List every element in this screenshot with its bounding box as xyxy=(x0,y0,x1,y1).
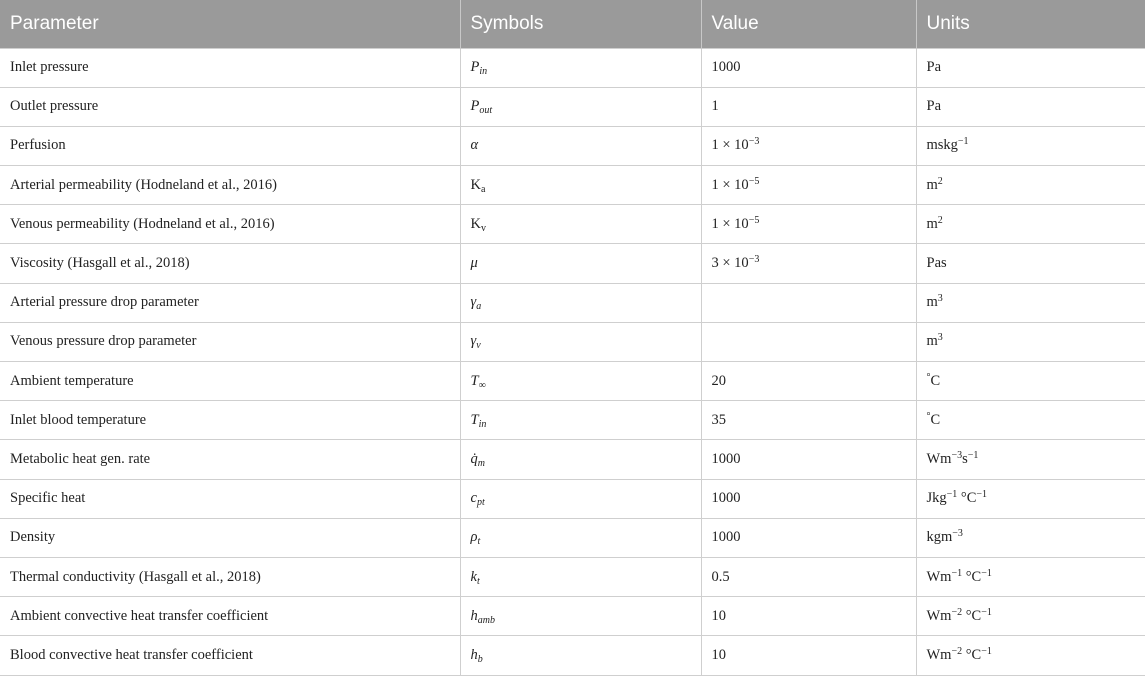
parameter-cell: Perfusion xyxy=(0,126,460,165)
parameter-cell: Arterial pressure drop parameter xyxy=(0,283,460,322)
symbol-cell: $h_{amb}$ xyxy=(460,597,701,636)
unit-cell: $Wm^{-2}$ $^\circ C^{-1}$ xyxy=(916,597,1145,636)
unit-cell: kgm$^{-3}$ xyxy=(916,518,1145,557)
value-cell: 1 xyxy=(701,87,916,126)
header-parameter: Parameter xyxy=(0,0,460,48)
header-units: Units xyxy=(916,0,1145,48)
value-cell: 1000 xyxy=(701,48,916,87)
symbol-cell: $\gamma_a$ xyxy=(460,283,701,322)
table-row xyxy=(0,362,1145,401)
unit-cell: mskg$^{-1}$ xyxy=(916,126,1145,165)
parameter-cell: Venous pressure drop parameter xyxy=(0,322,460,361)
value-cell: 10 xyxy=(701,636,916,675)
symbol-cell: $P_{out}$ xyxy=(460,87,701,126)
value-cell: $3 \times 10^{-3}$ xyxy=(701,244,916,283)
table-row xyxy=(0,48,1145,87)
value-cell: 35 xyxy=(701,401,916,440)
parameter-cell: Metabolic heat gen. rate xyxy=(0,440,460,479)
parameter-cell: Inlet blood temperature xyxy=(0,401,460,440)
symbol-cell: $K_v$ xyxy=(460,205,701,244)
unit-cell: Pas xyxy=(916,244,1145,283)
parameter-cell: Ambient temperature xyxy=(0,362,460,401)
unit-cell: $Wm^{-1}$ $^\circ C^{-1}$ xyxy=(916,557,1145,596)
unit-cell: $m^3$ xyxy=(916,322,1145,361)
symbol-cell: $P_{in}$ xyxy=(460,48,701,87)
value-cell: $1 \times 10^{-5}$ xyxy=(701,166,916,205)
unit-cell: °C xyxy=(916,401,1145,440)
header-value: Value xyxy=(701,0,916,48)
symbol-cell: $h_b$ xyxy=(460,636,701,675)
parameter-cell: Viscosity (Hasgall et al., 2018) xyxy=(0,244,460,283)
unit-cell: $m^2$ xyxy=(916,166,1145,205)
symbol-cell: $k_t$ xyxy=(460,557,701,596)
table-row xyxy=(0,244,1145,283)
value-cell: 1000 xyxy=(701,479,916,518)
parameter-cell: Thermal conductivity (Hasgall et al., 2018) xyxy=(0,557,460,596)
table-row xyxy=(0,205,1145,244)
table-row xyxy=(0,126,1145,165)
table-row xyxy=(0,557,1145,596)
value-cell: 1000 xyxy=(701,440,916,479)
symbol-cell: $c_{pt}$ xyxy=(460,479,701,518)
unit-cell: Pa xyxy=(916,48,1145,87)
table-header-row xyxy=(0,0,1145,48)
symbol-cell: $\rho_t$ xyxy=(460,518,701,557)
value-cell: 20 xyxy=(701,362,916,401)
symbol-cell: α xyxy=(460,126,701,165)
table-row xyxy=(0,518,1145,557)
unit-cell: $Wm^{-3}s^{-1}$ xyxy=(916,440,1145,479)
value-cell xyxy=(701,322,916,361)
parameter-cell: Inlet pressure xyxy=(0,48,460,87)
table-row xyxy=(0,87,1145,126)
unit-cell: $m^2$ xyxy=(916,205,1145,244)
symbol-cell: $\gamma_v$ xyxy=(460,322,701,361)
unit-cell: Pa xyxy=(916,87,1145,126)
table-row xyxy=(0,636,1145,675)
symbol-cell: $K_a$ xyxy=(460,166,701,205)
value-cell: 10 xyxy=(701,597,916,636)
table-row xyxy=(0,283,1145,322)
header-symbols: Symbols xyxy=(460,0,701,48)
table-row xyxy=(0,479,1145,518)
symbol-cell: $T_{in}$ xyxy=(460,401,701,440)
parameter-cell: Blood convective heat transfer coefficient xyxy=(0,636,460,675)
table-row xyxy=(0,322,1145,361)
value-cell: 0.5 xyxy=(701,557,916,596)
symbol-cell: μ xyxy=(460,244,701,283)
parameter-cell: Ambient convective heat transfer coefficient xyxy=(0,597,460,636)
table-row xyxy=(0,597,1145,636)
table-row xyxy=(0,166,1145,205)
value-cell xyxy=(701,283,916,322)
value-cell: 1000 xyxy=(701,518,916,557)
parameter-cell: Specific heat xyxy=(0,479,460,518)
value-cell: $1 \times 10^{-3}$ xyxy=(701,126,916,165)
symbol-cell: $q̇_m$ xyxy=(460,440,701,479)
parameter-cell: Outlet pressure xyxy=(0,87,460,126)
unit-cell: $m^3$ xyxy=(916,283,1145,322)
symbol-cell: $T_\infty$ xyxy=(460,362,701,401)
parameter-cell: Venous permeability (Hodneland et al., 2016) xyxy=(0,205,460,244)
unit-cell: Jkg$^{-1}$ $^\circ C^{-1}$ xyxy=(916,479,1145,518)
table-row xyxy=(0,440,1145,479)
table-row xyxy=(0,401,1145,440)
parameter-cell: Density xyxy=(0,518,460,557)
parameter-cell: Arterial permeability (Hodneland et al., 2016) xyxy=(0,166,460,205)
value-cell: $1 \times 10^{-5}$ xyxy=(701,205,916,244)
unit-cell: °C xyxy=(916,362,1145,401)
unit-cell: $Wm^{-2}$ $^\circ C^{-1}$ xyxy=(916,636,1145,675)
